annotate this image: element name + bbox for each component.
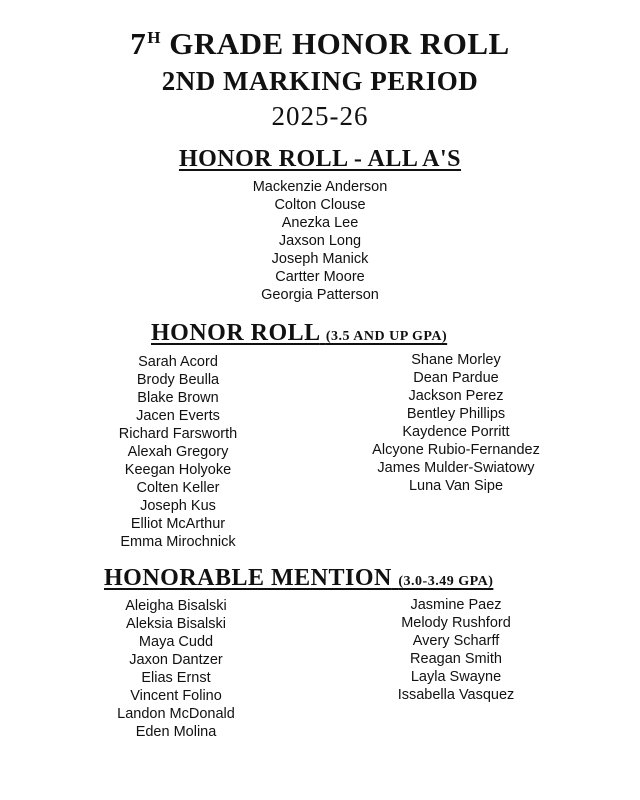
student-name: Alcyone Rubio-Fernandez xyxy=(372,442,540,458)
student-name: Emma Mirochnick xyxy=(120,534,236,550)
grade-number: 7 xyxy=(130,26,147,61)
student-name: Layla Swayne xyxy=(410,669,502,685)
student-name: Aleksia Bisalski xyxy=(126,616,226,632)
honor-roll-left-list xyxy=(78,353,278,551)
marking-period-subtitle: 2ND MARKING PERIOD xyxy=(161,66,479,96)
student-name: Jasmine Paez xyxy=(410,597,502,613)
honor-roll-criteria: (3.5 AND UP GPA) xyxy=(325,329,448,344)
student-name: Shane Morley xyxy=(411,352,501,368)
student-name: James Mulder-Swiatowy xyxy=(377,460,535,476)
honorable-mention-title: HONORABLE MENTION xyxy=(104,565,392,591)
student-name: Joseph Manick xyxy=(271,251,369,267)
honorable-mention-criteria: (3.0-3.49 GPA) xyxy=(398,574,494,589)
student-name: Jaxson Long xyxy=(278,233,362,249)
student-name: Keegan Holyoke xyxy=(124,462,232,478)
student-name: Sarah Acord xyxy=(138,354,218,370)
student-name: Melody Rushford xyxy=(401,615,511,631)
student-name: Bentley Phillips xyxy=(406,406,506,422)
student-name: Jaxon Dantzer xyxy=(129,652,223,668)
student-name: Kaydence Porritt xyxy=(402,424,510,440)
student-name: Blake Brown xyxy=(137,390,219,406)
honorable-mention-heading xyxy=(104,565,493,592)
student-name: Mackenzie Anderson xyxy=(252,179,388,195)
all-as-list xyxy=(170,178,470,304)
student-name: Elliot McArthur xyxy=(130,516,226,532)
student-name: Vincent Folino xyxy=(130,688,222,704)
student-name: Maya Cudd xyxy=(138,634,214,650)
student-name: Anezka Lee xyxy=(281,215,359,231)
student-name: Landon McDonald xyxy=(117,706,235,722)
student-name: Reagan Smith xyxy=(410,651,502,667)
grade-suffix: H xyxy=(147,28,162,47)
honorable-mention-right-list xyxy=(346,596,566,704)
student-name: Colton Clouse xyxy=(274,197,366,213)
student-name: Dean Pardue xyxy=(413,370,499,386)
student-name: Georgia Patterson xyxy=(261,287,379,303)
student-name: Joseph Kus xyxy=(140,498,216,514)
student-name: Jackson Perez xyxy=(408,388,504,404)
student-name: Richard Farsworth xyxy=(118,426,238,442)
student-name: Cartter Moore xyxy=(275,269,365,285)
student-name: Jacen Everts xyxy=(136,408,220,424)
student-name: Avery Scharff xyxy=(412,633,500,649)
honor-roll-heading xyxy=(151,320,447,347)
student-name: Brody Beulla xyxy=(136,372,220,388)
student-name: Alexah Gregory xyxy=(127,444,229,460)
school-year: 2025-26 xyxy=(271,101,369,131)
student-name: Colten Keller xyxy=(136,480,220,496)
title-text: GRADE HONOR ROLL xyxy=(169,26,510,61)
student-name: Aleigha Bisalski xyxy=(125,598,227,614)
honor-roll-right-list xyxy=(346,351,566,495)
document-title xyxy=(0,26,640,62)
student-name: Eden Molina xyxy=(135,724,217,740)
all-as-heading: HONOR ROLL - ALL A'S xyxy=(178,146,462,172)
student-name: Elias Ernst xyxy=(141,670,211,686)
honor-roll-title: HONOR ROLL xyxy=(151,320,320,346)
honorable-mention-left-list xyxy=(76,597,276,741)
student-name: Luna Van Sipe xyxy=(408,478,504,494)
student-name: Issabella Vasquez xyxy=(397,687,515,703)
